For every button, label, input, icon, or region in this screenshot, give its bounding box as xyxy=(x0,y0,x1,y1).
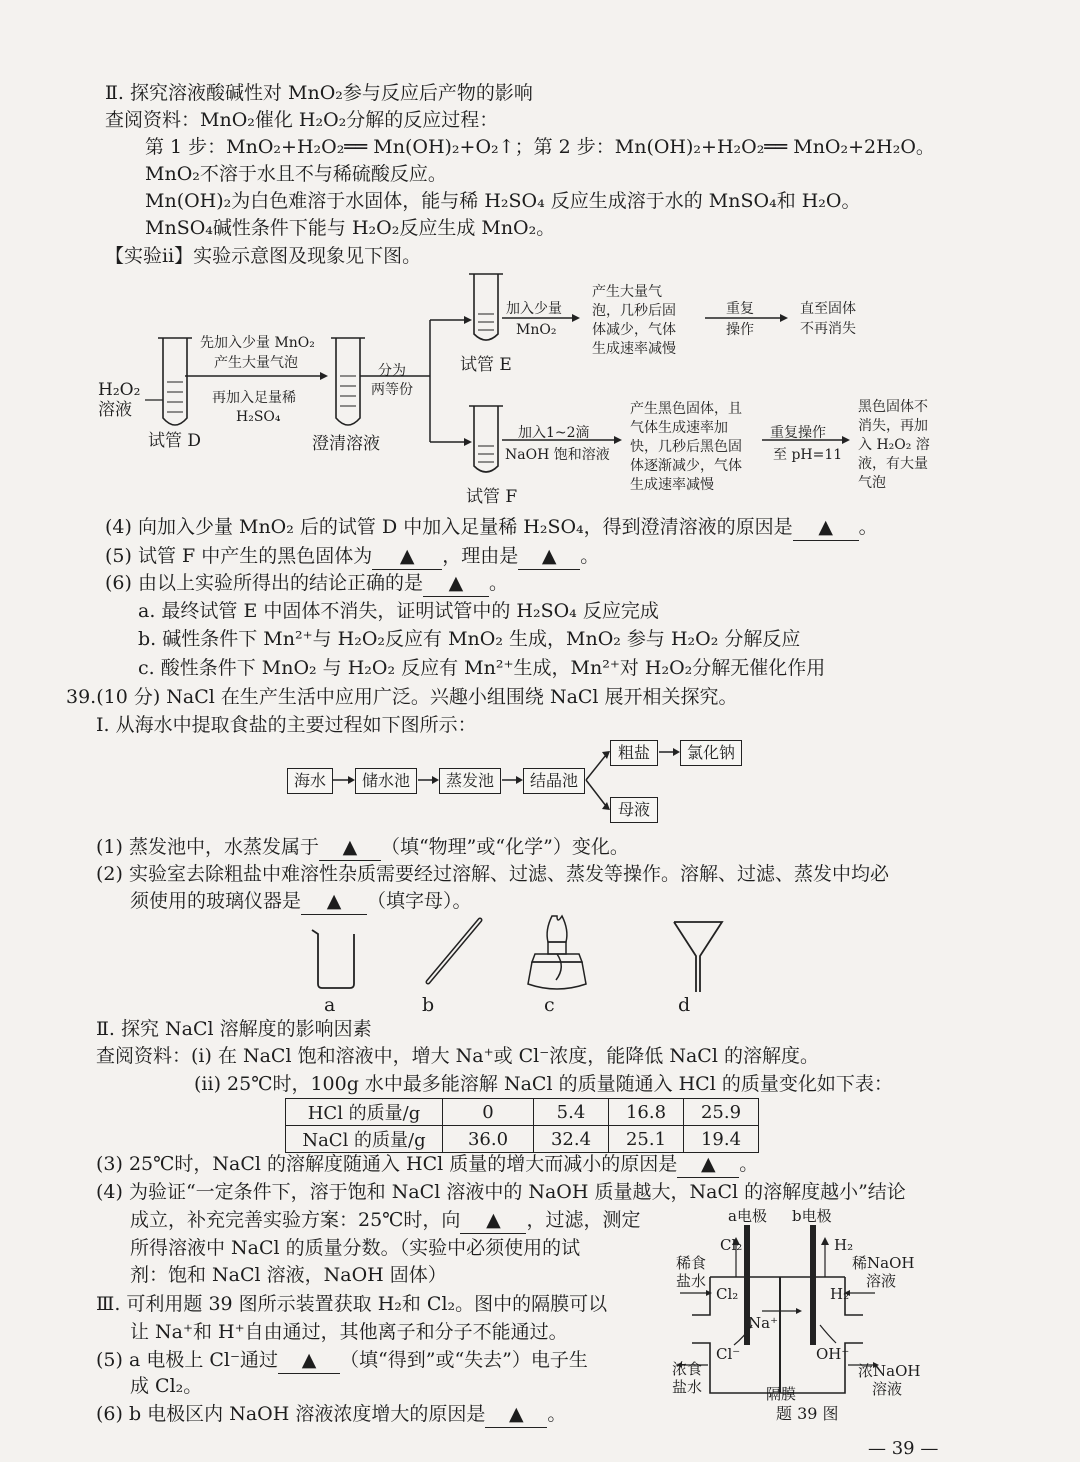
question-text: (3) 25℃时，NaCl 的溶解度随通入 HCl 质量的增大而减小的原因是 xyxy=(96,1153,678,1175)
section-heading: Ⅲ. 可利用题 39 图所示装置获取 H₂和 Cl₂。图中的隔膜可以 xyxy=(96,1293,608,1315)
result-f: 入 H₂O₂ 溶 xyxy=(858,437,930,453)
flow-crude-salt: 粗盐 xyxy=(610,740,658,766)
answer-blank[interactable]: ▲ xyxy=(319,834,381,861)
result-f: 消失，再加 xyxy=(858,418,928,434)
na-ion-label: Na⁺ xyxy=(748,1314,778,1332)
observation-f: 快，几秒后黑色固 xyxy=(630,439,742,455)
question-6: (6) 由以上实验所得出的结论正确的是 ▲ 。 xyxy=(105,570,508,597)
question-text: (1) 蒸发池中，水蒸发属于 xyxy=(96,836,319,858)
option-c: c. 酸性条件下 MnO₂ 与 H₂O₂ 反应有 Mn²⁺生成，Mn²⁺对 H₂O₂分解无催化作用 xyxy=(138,657,826,679)
answer-blank[interactable]: ▲ xyxy=(485,1401,547,1428)
step-label: 重复操作 xyxy=(770,425,826,441)
step-label: 加入少量 xyxy=(506,301,562,317)
apparatus-label-c: c xyxy=(544,994,555,1016)
cl2-label: Cl₂ xyxy=(716,1285,739,1303)
h2-out-label: H₂ xyxy=(834,1236,854,1254)
a-electrode-label: a电极 xyxy=(728,1207,767,1225)
question-5: (5) 试管 F 中产生的黑色固体为 ▲ ，理由是 ▲ 。 xyxy=(105,543,599,570)
question-text: ，过滤，测定 xyxy=(526,1209,641,1231)
table-row xyxy=(286,1099,759,1126)
reference-line: 第 1 步：MnO₂+H₂O₂══ Mn(OH)₂+O₂↑；第 2 步：Mn(OH)₂+H₂O₂══ MnO₂+2H₂O。 xyxy=(145,136,935,158)
question-6b: (6) b 电极区内 NaOH 溶液浓度增大的原因是 ▲ 。 xyxy=(96,1401,566,1428)
flow-seawater: 海水 xyxy=(287,768,333,794)
funnel-icon xyxy=(674,922,722,992)
tube-d-label: 试管 D xyxy=(148,431,202,451)
reference-line: MnO₂不溶于水且不与稀硫酸反应。 xyxy=(145,163,447,185)
test-tube-d xyxy=(158,338,192,425)
flow-sodium-chloride: 氯化钠 xyxy=(680,740,742,766)
observation-e: 生成速率减慢 xyxy=(592,341,676,357)
page-number: — 39 — xyxy=(868,1438,939,1459)
test-tube-e xyxy=(469,274,503,340)
table-cell: 16.8 xyxy=(609,1099,684,1126)
step-label: MnO₂ xyxy=(516,322,557,338)
dilute-naoh-label: 稀NaOH xyxy=(852,1254,915,1272)
result-f: 黑色固体不 xyxy=(858,399,928,415)
solubility-table xyxy=(285,1098,759,1153)
step-label: 再加入足量稀 xyxy=(212,390,296,406)
section-heading: I. 从海水中提取食盐的主要过程如下图所示： xyxy=(96,714,477,736)
dilute-naoh-label: 溶液 xyxy=(866,1272,897,1290)
observation-f: 气体生成速率加 xyxy=(630,420,728,436)
diagram-lines xyxy=(0,270,900,500)
cl-ion-label: Cl⁻ xyxy=(716,1345,741,1363)
clear-solution-tube xyxy=(331,338,365,425)
reference-line: (ⅱ) 25℃时，100g 水中最多能溶解 NaCl 的质量随通入 HCl 的质量变化如下表： xyxy=(194,1073,893,1095)
conc-naoh-label: 浓NaOH xyxy=(858,1362,921,1380)
answer-blank[interactable]: ▲ xyxy=(423,570,489,597)
answer-blank[interactable]: ▲ xyxy=(278,1347,340,1374)
conc-naoh-label: 溶液 xyxy=(872,1380,903,1398)
option-a: a. 最终试管 E 中固体不消失，证明试管中的 H₂SO₄ 反应完成 xyxy=(138,600,659,622)
dilute-salt-label: 盐水 xyxy=(676,1272,707,1290)
step-label: 先加入少量 MnO₂ xyxy=(200,335,315,351)
question-4b-cont xyxy=(130,1207,640,1234)
flow-mother-liquor: 母液 xyxy=(610,797,658,823)
question-text: (4) 向加入少量 MnO₂ 后的试管 D 中加入足量稀 H₂SO₄，得到澄清溶液的原因是 xyxy=(105,516,793,538)
table-cell: 25.1 xyxy=(609,1126,684,1153)
membrane-label: 隔膜 xyxy=(766,1385,797,1403)
apparatus-label-b: b xyxy=(422,994,435,1016)
step-label: H₂SO₄ xyxy=(236,409,281,425)
oh-ion-label: OH⁻ xyxy=(816,1345,850,1363)
step-label: 产生大量气泡 xyxy=(214,355,298,371)
table-cell: 25.9 xyxy=(684,1099,759,1126)
question-3: (3) 25℃时，NaCl 的溶解度随通入 HCl 质量的增大而减小的原因是 ▲ 。 xyxy=(96,1151,758,1178)
question-text: (6) 由以上实验所得出的结论正确的是 xyxy=(105,572,423,594)
question-5b-cont: 成 Cl₂。 xyxy=(130,1375,203,1397)
step-label: NaOH 饱和溶液 xyxy=(505,447,610,463)
answer-blank[interactable]: ▲ xyxy=(518,543,580,570)
table-cell: 32.4 xyxy=(534,1126,609,1153)
answer-blank[interactable]: ▲ xyxy=(372,543,442,570)
question-1 xyxy=(96,834,629,861)
table-cell: 36.0 xyxy=(443,1126,534,1153)
question-4b-cont: 所得溶液中 NaCl 的质量分数。（实验中必须使用的试 xyxy=(130,1237,581,1259)
observation-e: 泡，几秒后固 xyxy=(592,303,676,319)
question-text: （填字母）。 xyxy=(367,890,472,912)
question-2-cont xyxy=(130,888,472,915)
answer-blank[interactable]: ▲ xyxy=(677,1151,739,1178)
question-text: (5) a 电极上 Cl⁻通过 xyxy=(96,1349,279,1371)
step-label: 加入1~2滴 xyxy=(518,425,590,441)
result-e: 不再消失 xyxy=(800,321,856,337)
dilute-salt-label: 稀食 xyxy=(676,1254,707,1272)
result-f: 气泡 xyxy=(858,475,886,491)
table-row xyxy=(286,1126,759,1153)
flow-storage: 储水池 xyxy=(355,768,417,794)
question-2: (2) 实验室去除粗盐中难溶性杂质需要经过溶解、过滤、蒸发等操作。溶解、过滤、蒸发中均必 xyxy=(96,863,889,885)
step-label: 重复 xyxy=(726,301,754,317)
table-cell: 0 xyxy=(443,1099,534,1126)
answer-blank[interactable]: ▲ xyxy=(460,1207,526,1234)
reference-line: Mn(OH)₂为白色难溶于水固体，能与稀 H₂SO₄ 反应生成溶于水的 MnSO₄和 H₂O。 xyxy=(145,190,861,212)
step-label: 至 pH=11 xyxy=(773,447,843,463)
tube-e-label: 试管 E xyxy=(460,355,512,375)
flow-evaporation: 蒸发池 xyxy=(439,768,501,794)
section-heading: Ⅱ. 探究 NaCl 溶解度的影响因素 xyxy=(96,1018,372,1040)
h2o2-label: 溶液 xyxy=(98,400,132,420)
figure-caption: 题 39 图 xyxy=(776,1404,839,1423)
question-text: 成立，补充完善实验方案：25℃时，向 xyxy=(130,1209,461,1231)
table-cell: NaCl 的质量/g xyxy=(286,1126,443,1153)
flow-crystallization: 结晶池 xyxy=(523,768,585,794)
question-4b: (4) 为验证“一定条件下，溶于饱和 NaCl 溶液中的 NaOH 质量越大，NaCl 的溶解度越小”结论 xyxy=(96,1181,906,1203)
observation-f: 生成速率减慢 xyxy=(630,477,714,493)
flow-arrows xyxy=(0,730,800,850)
apparatus-label-a: a xyxy=(324,994,336,1016)
h2o2-label: H₂O₂ xyxy=(98,380,141,400)
beaker-icon xyxy=(312,930,354,988)
apparatus-figures xyxy=(0,912,700,1002)
question-text: (5) 试管 F 中产生的黑色固体为 xyxy=(105,545,373,567)
test-tube-f xyxy=(469,406,503,472)
observation-f: 体逐渐减少，气体 xyxy=(630,458,742,474)
b-electrode-label: b电极 xyxy=(792,1207,832,1225)
question-text: (6) b 电极区内 NaOH 溶液浓度增大的原因是 xyxy=(96,1403,486,1425)
conc-salt-label: 浓食 xyxy=(672,1360,703,1378)
split-label: 两等份 xyxy=(371,382,413,398)
alcohol-lamp-icon xyxy=(528,916,586,989)
section-text: 让 Na⁺和 H⁺自由通过，其他离子和分子不能通过。 xyxy=(130,1321,568,1343)
result-e: 直至固体 xyxy=(800,301,856,317)
reference-line: 查阅资料：(ⅰ) 在 NaCl 饱和溶液中，增大 Na⁺或 Cl⁻浓度，能降低 NaCl 的溶解度。 xyxy=(96,1045,819,1067)
result-f: 液，有大量 xyxy=(858,456,928,472)
observation-e: 体减少，气体 xyxy=(592,322,676,338)
answer-blank[interactable]: ▲ xyxy=(793,514,859,541)
table-cell: 5.4 xyxy=(534,1099,609,1126)
h2-label: H₂ xyxy=(830,1285,850,1303)
clear-solution-label: 澄清溶液 xyxy=(312,434,380,454)
answer-blank[interactable]: ▲ xyxy=(301,888,367,915)
cl2-out-label: Cl₂ xyxy=(720,1236,743,1254)
conc-salt-label: 盐水 xyxy=(672,1378,703,1396)
question-text: ，理由是 xyxy=(442,545,519,567)
experiment-title: 【实验ⅱ】实验示意图及现象见下图。 xyxy=(105,245,422,267)
tube-f-label: 试管 F xyxy=(466,487,518,507)
step-label: 操作 xyxy=(726,322,754,338)
option-b: b. 碱性条件下 Mn²⁺与 H₂O₂反应有 MnO₂ 生成，MnO₂ 参与 H₂O₂ 分解反应 xyxy=(138,628,801,650)
table-cell: 19.4 xyxy=(684,1126,759,1153)
apparatus-label-d: d xyxy=(678,994,691,1016)
reference-title: 查阅资料：MnO₂催化 H₂O₂分解的反应过程： xyxy=(105,109,499,131)
section-heading: Ⅱ. 探究溶液酸碱性对 MnO₂参与反应后产物的影响 xyxy=(105,82,533,104)
question-5b xyxy=(96,1347,588,1374)
observation-e: 产生大量气 xyxy=(592,284,662,300)
question-4: (4) 向加入少量 MnO₂ 后的试管 D 中加入足量稀 H₂SO₄，得到澄清溶液的原因是 ▲ 。 xyxy=(105,514,878,541)
question-4b-cont: 剂：饱和 NaCl 溶液，NaOH 固体） xyxy=(130,1264,447,1286)
table-cell: HCl 的质量/g xyxy=(286,1099,443,1126)
glass-rod-icon xyxy=(428,920,480,982)
question-text: 须使用的玻璃仪器是 xyxy=(130,890,302,912)
question-text: （填“物理”或“化学”）变化。 xyxy=(380,836,629,858)
observation-f: 产生黑色固体，且 xyxy=(630,401,742,417)
question-text: （填“得到”或“失去”）电子生 xyxy=(340,1349,588,1371)
reference-line: MnSO₄碱性条件下能与 H₂O₂反应生成 MnO₂。 xyxy=(145,217,556,239)
question-39-title: 39.(10 分) NaCl 在生产生活中应用广泛。兴趣小组围绕 NaCl 展开相关探究。 xyxy=(66,686,738,708)
split-label: 分为 xyxy=(378,363,406,379)
